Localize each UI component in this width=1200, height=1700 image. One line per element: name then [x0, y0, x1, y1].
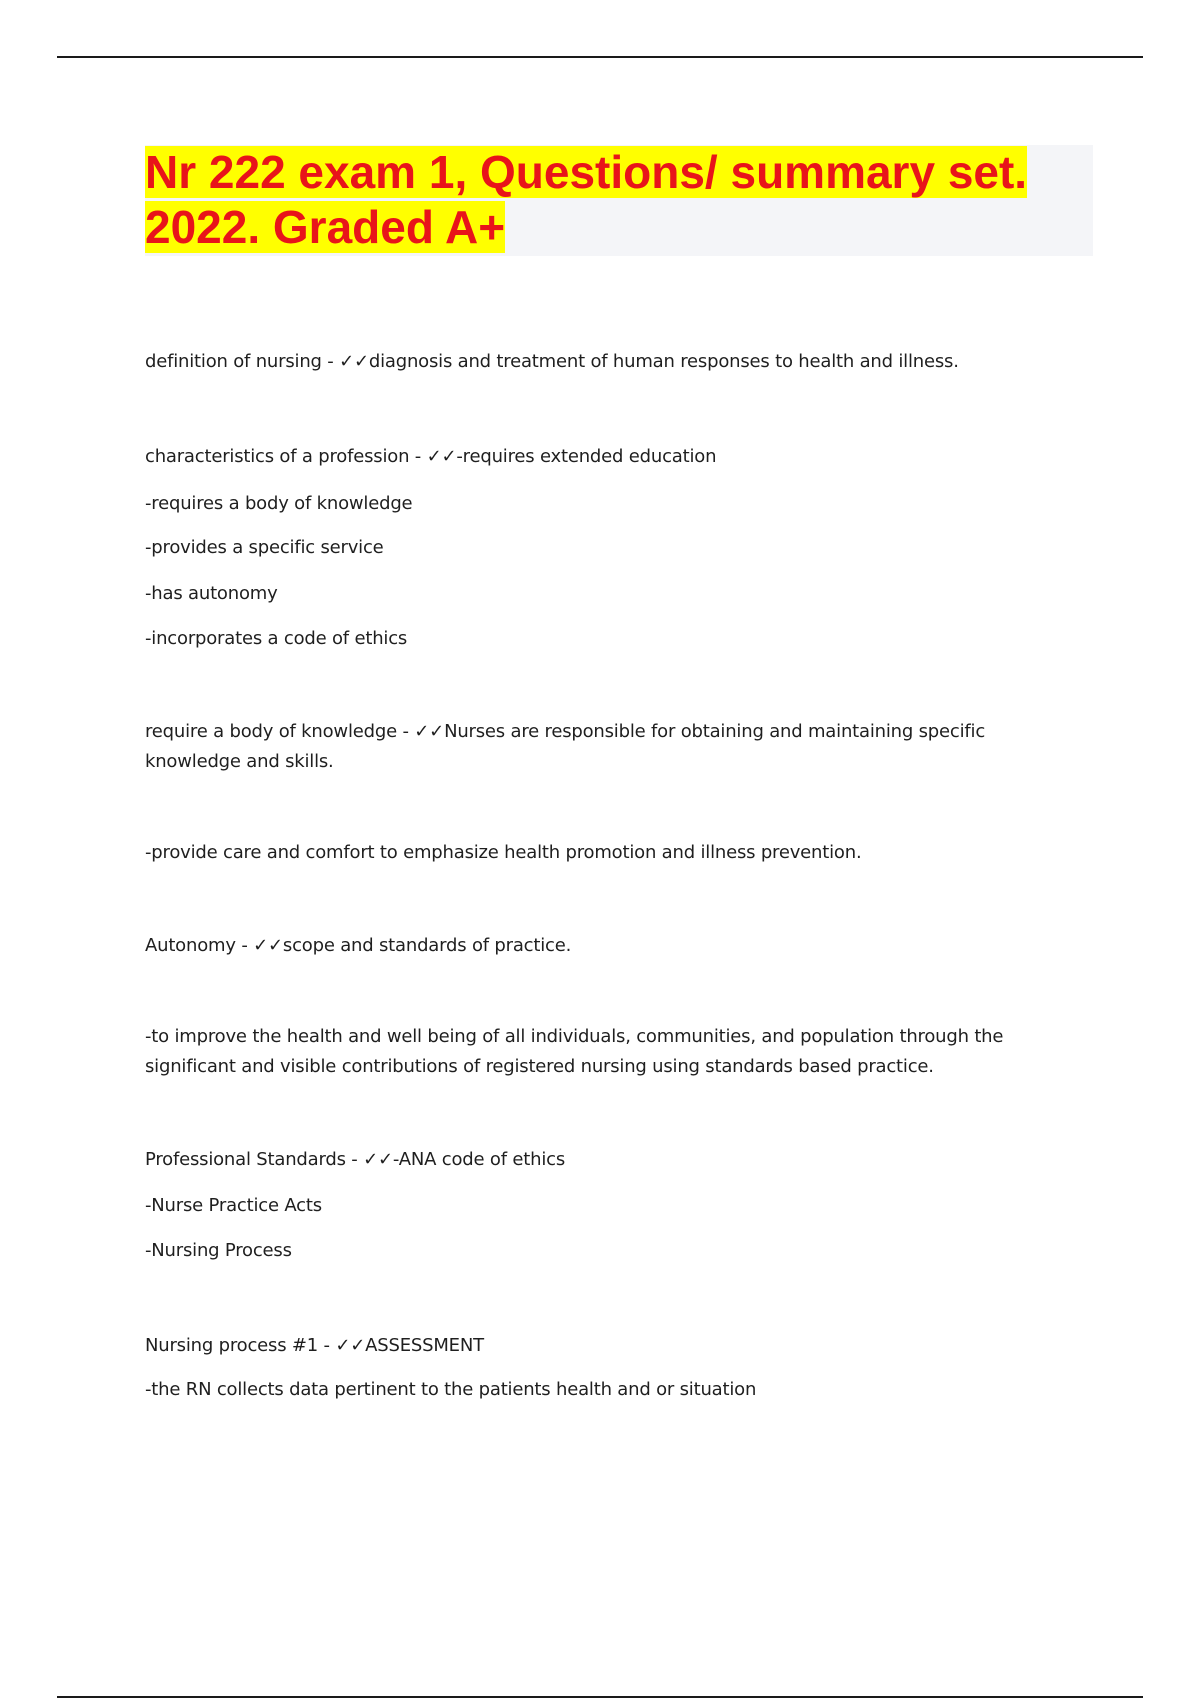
entry-answer: diagnosis and treatment of human responses to health and illness. — [368, 351, 959, 372]
entry-require-a-body-of-knowledge — [145, 717, 1045, 777]
entry-definition-of-nursing — [145, 347, 1045, 377]
list-item: -provides a specific service — [145, 537, 384, 558]
checkmark-icon: ✓✓ — [253, 935, 283, 956]
entry-term: Autonomy - — [145, 935, 254, 956]
entry-term: definition of nursing - — [145, 351, 340, 372]
entry-answer: scope and standards of practice. — [282, 935, 572, 956]
title-block — [145, 145, 1093, 256]
entry-term: Professional Standards - — [145, 1149, 364, 1170]
entry-term: require a body of knowledge - — [145, 721, 415, 742]
entry-answer: ASSESSMENT — [365, 1335, 484, 1356]
entry-answer: Nurses are responsible for obtaining and maintaining specific knowledge and skills. — [145, 721, 986, 772]
checkmark-icon: ✓✓ — [363, 1149, 393, 1170]
checkmark-icon: ✓✓ — [414, 721, 445, 742]
entry-nursing-process-1 — [145, 1331, 1045, 1361]
entry-answer: -ANA code of ethics — [392, 1149, 566, 1170]
list-item: -the RN collects data pertinent to the patients health and or situation — [145, 1379, 757, 1400]
list-item: -to improve the health and well being of all individuals, communities, and population through the significant and visible contributions of registered nursing using standards based practice. — [145, 1026, 1004, 1077]
footer-rule — [57, 1696, 1143, 1698]
entry-term: characteristics of a profession - — [145, 446, 427, 467]
header-rule — [57, 56, 1143, 58]
entry-autonomy — [145, 931, 1045, 961]
entry-characteristics-of-a-profession — [145, 442, 1045, 472]
list-item: -has autonomy — [145, 583, 278, 604]
list-item: -Nursing Process — [145, 1240, 292, 1261]
document-title: Nr 222 exam 1, Questions/ summary set. 2022. Graded A+ — [145, 146, 1028, 253]
checkmark-icon: ✓✓ — [335, 1335, 366, 1356]
entry-answer: -requires extended education — [456, 446, 717, 467]
list-item: -provide care and comfort to emphasize health promotion and illness prevention. — [145, 842, 862, 863]
entry-professional-standards — [145, 1145, 1045, 1175]
checkmark-icon: ✓✓ — [339, 351, 369, 372]
list-item: -Nurse Practice Acts — [145, 1195, 322, 1216]
list-item: -incorporates a code of ethics — [145, 628, 408, 649]
list-item: -requires a body of knowledge — [145, 493, 413, 514]
entry-term: Nursing process #1 - — [145, 1335, 336, 1356]
checkmark-icon: ✓✓ — [426, 446, 457, 467]
